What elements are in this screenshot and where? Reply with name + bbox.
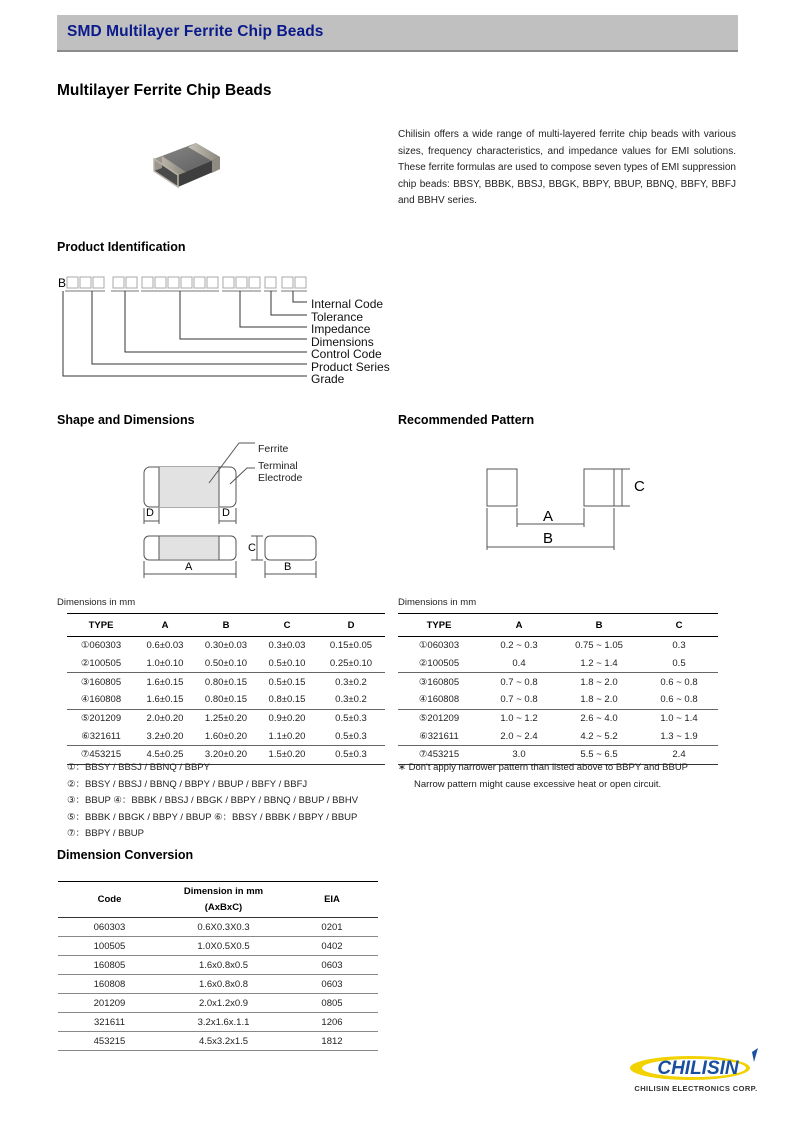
cell: 1.1±0.20 (268, 730, 306, 742)
cell: 2.0 ~ 2.4 (500, 730, 538, 742)
pattern-table-caption: Dimensions in mm (398, 597, 477, 608)
cell: ③160805 (418, 676, 460, 688)
electrode-label: Electrode (258, 472, 303, 484)
cell: 2.0±0.20 (146, 713, 184, 725)
label-control-code: Control Code (311, 347, 382, 361)
col-a: A (161, 619, 169, 631)
cell: 3.0 (512, 749, 526, 761)
cell: ③160805 (80, 676, 122, 688)
pattern-dim-c: C (634, 478, 645, 495)
cell: 3.2±0.20 (146, 730, 184, 742)
table-row (398, 655, 718, 673)
pattern-warning-2: Narrow pattern might cause excessive heat or open circuit. (414, 778, 662, 790)
cell: 0201 (286, 918, 378, 937)
pattern-warning (398, 760, 688, 793)
cell: 0.80±0.15 (204, 694, 248, 706)
cell: 1.2 ~ 1.4 (580, 658, 618, 670)
product-id-labels (311, 298, 390, 386)
cell: 4.2 ~ 5.2 (580, 730, 618, 742)
col-code: Code (58, 882, 161, 918)
table-row (58, 975, 378, 994)
col-eia: EIA (286, 882, 378, 918)
cell: 201209 (58, 994, 161, 1013)
cell: 1.6x0.8x0.5 (161, 956, 286, 975)
cell: 160805 (58, 956, 161, 975)
cell: ④160808 (418, 694, 460, 706)
table-row (67, 727, 385, 745)
table-row (398, 673, 718, 691)
col-dimension-line2: (AxBxC) (204, 901, 243, 913)
table-row (67, 673, 385, 691)
cell: 0.15±0.05 (329, 640, 373, 652)
chilisin-logo (628, 1046, 764, 1098)
table-row (398, 691, 718, 709)
header-bar (57, 15, 738, 52)
chilisin-logo-mark (628, 1046, 764, 1082)
cell: 0.8±0.15 (268, 694, 306, 706)
col-c: C (283, 619, 291, 631)
pattern-dim-a: A (543, 508, 554, 525)
cell: 0.75 ~ 1.05 (575, 640, 623, 652)
terminal-label: Terminal (258, 460, 298, 472)
ferrite-callout: Ferrite (258, 443, 289, 455)
table-header-row (398, 614, 718, 637)
label-dimensions: Dimensions (311, 334, 374, 349)
cell: 0.30±0.03 (204, 640, 248, 652)
cell: ⑤201209 (418, 713, 460, 725)
cell: 3.2x1.6x.1.1 (161, 1013, 286, 1032)
table-row (58, 994, 378, 1013)
col-c: C (675, 619, 683, 631)
cell: 5.5 ~ 6.5 (580, 749, 618, 761)
table-row (58, 1013, 378, 1032)
cell: 0.5±0.3 (335, 713, 367, 725)
col-type: TYPE (426, 619, 452, 631)
cell: 1.8 ~ 2.0 (580, 694, 618, 706)
cell: 0.50±0.10 (204, 658, 248, 670)
cell: ①060303 (418, 640, 460, 652)
pattern-warning-1: ∗ Don't apply narrower pattern than listed above to BBPY and BBUP (398, 762, 689, 773)
cell: 0.6 ~ 0.8 (660, 694, 698, 706)
cell: 1.8 ~ 2.0 (580, 676, 618, 688)
table-row (67, 655, 385, 673)
note-4: ⑤：BBBK / BBGK / BBPY / BBUP ⑥：BBSY / BBBK / BBPY / BBUP (67, 811, 358, 823)
recommended-pattern-title: Recommended Pattern (398, 413, 535, 427)
cell: 1.0 ~ 1.2 (500, 713, 538, 725)
cell: 1.6x0.8x0.8 (161, 975, 286, 994)
cell: 0603 (286, 956, 378, 975)
label-internal-code: Internal Code (311, 297, 384, 311)
col-type: TYPE (88, 619, 114, 631)
cell: 1.0 ~ 1.4 (660, 713, 698, 725)
cell: 3.20±0.20 (204, 749, 248, 761)
shape-diagram (135, 440, 335, 580)
cell: 0.5±0.15 (268, 676, 306, 688)
cell: 060303 (58, 918, 161, 937)
cell: 100505 (58, 937, 161, 956)
pattern-dim-b: B (543, 530, 554, 547)
cell: 1206 (286, 1013, 378, 1032)
cell: 0.80±0.15 (204, 676, 248, 688)
cell: ⑥321611 (81, 730, 121, 742)
cell: 0.7 ~ 0.8 (500, 676, 538, 688)
cell: 1.0±0.10 (146, 658, 184, 670)
cell: 0.5±0.3 (335, 749, 367, 761)
cell: 0.3±0.03 (268, 640, 306, 652)
dim-b: B (284, 561, 292, 573)
dim-c: C (248, 542, 256, 554)
label-tolerance: Tolerance (311, 309, 364, 324)
col-a: A (515, 619, 523, 631)
cell: 0.5±0.10 (268, 658, 306, 670)
cell: 0.3±0.2 (335, 676, 367, 688)
company-name: CHILISIN ELECTRONICS CORP. (634, 1084, 758, 1093)
cell: 1.25±0.20 (204, 713, 248, 725)
cell: 0.3 (672, 640, 686, 652)
dimensions-table (67, 613, 385, 765)
table-row (58, 937, 378, 956)
header-title: SMD Multilayer Ferrite Chip Beads (67, 23, 324, 40)
cell: 1.3 ~ 1.9 (660, 730, 698, 742)
cell: 1.5±0.20 (268, 749, 306, 761)
cell: ⑦453215 (418, 749, 460, 761)
table-header-row (67, 614, 385, 637)
cell: 1.6±0.15 (146, 694, 184, 706)
product-identification-title: Product Identification (57, 240, 186, 254)
series-notes (67, 760, 358, 843)
cell: ④160808 (80, 694, 122, 706)
cell: 0.25±0.10 (329, 658, 373, 670)
dim-d-right: D (222, 507, 230, 519)
cell: 0603 (286, 975, 378, 994)
cell: 0.3±0.2 (335, 694, 367, 706)
table-row (58, 956, 378, 975)
terminal-callout (258, 460, 302, 484)
note-5: ⑦：BBPY / BBUP (67, 828, 144, 840)
col-dimension (161, 882, 286, 918)
cell: 0402 (286, 937, 378, 956)
page-title: Multilayer Ferrite Chip Beads (57, 82, 272, 99)
pattern-diagram (480, 460, 650, 560)
cell: 0.9±0.20 (268, 713, 306, 725)
table-row (67, 709, 385, 727)
cell: 2.6 ~ 4.0 (580, 713, 618, 725)
pattern-table (398, 613, 718, 765)
label-product-series: Product Series (311, 359, 390, 374)
cell: 4.5±0.25 (146, 749, 184, 761)
cell: 0805 (286, 994, 378, 1013)
cell: 1.6±0.15 (146, 676, 184, 688)
cell: ⑦453215 (80, 749, 122, 761)
table-row (58, 918, 378, 937)
cell: ①060303 (80, 640, 122, 652)
cell: 1.0X0.5X0.5 (161, 937, 286, 956)
cell: 160808 (58, 975, 161, 994)
table-row (67, 691, 385, 709)
cell: 1.60±0.20 (204, 730, 248, 742)
cell: 0.7 ~ 0.8 (500, 694, 538, 706)
table-row (67, 637, 385, 655)
note-3: ③：BBUP ④：BBBK / BBSJ / BBGK / BBPY / BBNQ / BBUP / BBHV (67, 795, 359, 807)
svg-text:CHILISIN: CHILISIN (657, 1058, 739, 1079)
cell: 0.5 (672, 658, 686, 670)
col-b: B (595, 619, 603, 631)
cell: 0.5±0.3 (335, 730, 367, 742)
dim-table-caption: Dimensions in mm (57, 597, 136, 608)
cell: ②100505 (80, 658, 122, 670)
cell: 1812 (286, 1032, 378, 1051)
cell: 2.0x1.2x0.9 (161, 994, 286, 1013)
cell: 0.6±0.03 (146, 640, 184, 652)
conversion-table (58, 881, 378, 1051)
table-header-row (58, 882, 378, 918)
note-1: ①：BBSY / BBSJ / BBNQ / BBPY (67, 762, 210, 773)
table-row (58, 1032, 378, 1051)
table-row (398, 709, 718, 727)
cell: 0.2 ~ 0.3 (500, 640, 538, 652)
cell: ②100505 (418, 658, 460, 670)
cell: 0.6 ~ 0.8 (660, 676, 698, 688)
cell: 2.4 (672, 749, 686, 761)
cell: 321611 (58, 1013, 161, 1032)
note-2: ②：BBSY / BBSJ / BBNQ / BBPY / BBUP / BBFY / BBFJ (67, 778, 308, 790)
shape-dimensions-title: Shape and Dimensions (57, 413, 195, 427)
cell: 0.4 (512, 658, 526, 670)
intro-paragraph: Chilisin offers a wide range of multi-layered ferrite chip beads with various sizes, frequency characteristics, and impedance values for EMI solutions. These ferrite formulas are used to compose seven types of EMI suppression chip beads: BBSY, BBBK, BBSJ, BBGK, BBPY, BBUP, BBNQ, BBFY, BBFJ and BBHV series. (398, 129, 736, 206)
dim-a: A (185, 561, 193, 573)
col-dimension-line1: Dimension in mm (183, 885, 264, 897)
cell: ⑥321611 (419, 730, 459, 742)
table-row (398, 637, 718, 655)
label-grade: Grade (311, 372, 345, 386)
cell: 453215 (58, 1032, 161, 1051)
cell: 0.6X0.3X0.3 (161, 918, 286, 937)
chip-bead-photo (150, 135, 222, 191)
label-impedance: Impedance (311, 322, 371, 336)
cell: ⑤201209 (80, 713, 122, 725)
cell: 4.5x3.2x1.5 (161, 1032, 286, 1051)
dim-d-left: D (146, 507, 154, 519)
col-d: D (347, 619, 355, 631)
dimension-conversion-title: Dimension Conversion (57, 848, 194, 862)
table-row (398, 727, 718, 745)
code-prefix: B (58, 276, 67, 290)
col-b: B (222, 619, 230, 631)
